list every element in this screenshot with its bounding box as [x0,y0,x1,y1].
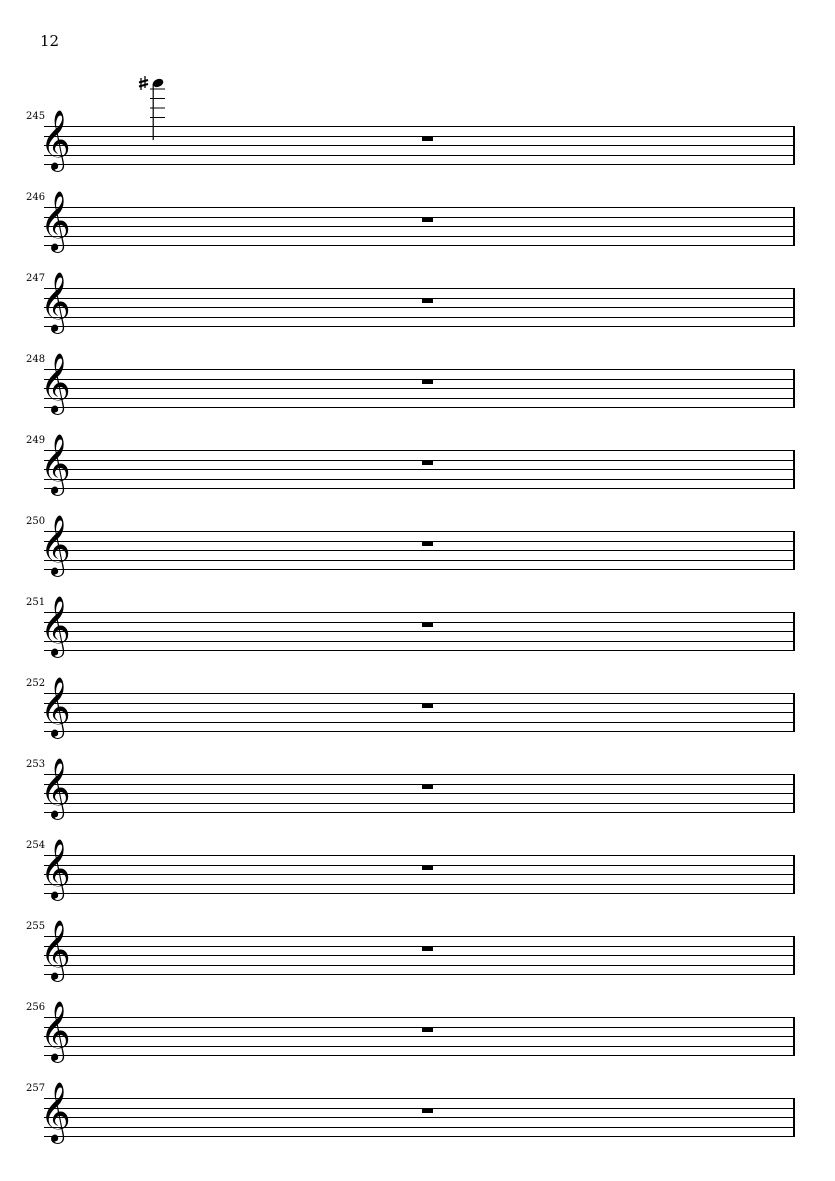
treble-clef-icon: 𝄞 [40,191,71,251]
treble-clef-icon: 𝄞 [40,920,71,980]
staff-line [44,145,795,146]
staff-line [44,207,795,208]
barline [793,936,795,975]
staff-line [44,369,795,370]
barline [793,612,795,651]
staff-line [44,288,795,289]
measure-number: 257 [26,1083,46,1094]
staff-line [44,955,795,956]
measure-number: 245 [26,111,46,122]
staff-line [44,236,795,237]
measure-number: 253 [26,759,46,770]
staff-line [44,1098,795,1099]
staff-line [44,488,795,489]
staff-line [44,379,795,380]
staff-system [0,1003,835,1084]
treble-clef-icon: 𝄞 [40,839,71,899]
staff-line [44,893,795,894]
staff-line [44,460,795,461]
staff-line [44,884,795,885]
staff-line [44,622,795,623]
staff-line [44,803,795,804]
measure-number: 249 [26,435,46,446]
staff-line [44,812,795,813]
staff-system [0,922,835,1003]
barline [793,1017,795,1056]
staff-line [44,326,795,327]
staff-line [44,531,795,532]
staff-line [44,712,795,713]
staff-line [44,650,795,651]
measure-number: 255 [26,921,46,932]
whole-rest-icon [422,217,433,222]
treble-clef-icon: 𝄞 [40,515,71,575]
barline [793,369,795,408]
whole-rest-icon [422,298,433,303]
barline [793,693,795,732]
staff-line [44,226,795,227]
staff-line [44,641,795,642]
measure-number: 252 [26,678,46,689]
barline [793,855,795,894]
barline [793,126,795,165]
staff-line [44,731,795,732]
staff-system [0,598,835,679]
staff-line [44,693,795,694]
staff-line [44,479,795,480]
staff-line [44,307,795,308]
staff-line [44,774,795,775]
staff-line [44,865,795,866]
page-number: 12 [40,32,60,50]
staff-system [0,274,835,355]
measure-number: 246 [26,192,46,203]
whole-rest-icon [422,622,433,627]
staff-line [44,874,795,875]
sharp-icon [139,76,148,90]
staff-line [44,398,795,399]
treble-clef-icon: 𝄞 [40,1082,71,1142]
treble-clef-icon: 𝄞 [40,596,71,656]
staff-system [0,517,835,598]
treble-clef-icon: 𝄞 [40,758,71,818]
barline [793,288,795,327]
treble-clef-icon: 𝄞 [40,110,71,170]
whole-rest-icon [422,784,433,789]
barline [793,1098,795,1137]
staff-line [44,631,795,632]
staff-line [44,164,795,165]
barline [793,774,795,813]
staff-line [44,1027,795,1028]
staff-line [44,560,795,561]
whole-rest-icon [422,703,433,708]
measure-number: 251 [26,597,46,608]
staff-line [44,1055,795,1056]
whole-rest-icon [422,136,433,141]
note-group [138,70,178,142]
whole-rest-icon [422,541,433,546]
staff-line [44,936,795,937]
staff-line [44,388,795,389]
staff-line [44,1036,795,1037]
staff-system [0,841,835,922]
staff-line [44,1108,795,1109]
staff-line [44,450,795,451]
staff-line [44,1127,795,1128]
treble-clef-icon: 𝄞 [40,353,71,413]
staff-line [44,155,795,156]
treble-clef-icon: 𝄞 [40,272,71,332]
staff-line [44,317,795,318]
staff-line [44,855,795,856]
staff-line [44,612,795,613]
staff-system [0,760,835,841]
whole-rest-icon [422,946,433,951]
staff-line [44,793,795,794]
staff-line [44,1136,795,1137]
staff-system [0,112,835,193]
staff-line [44,974,795,975]
staff-line [44,946,795,947]
staff-line [44,407,795,408]
measure-number: 248 [26,354,46,365]
staff-system [0,355,835,436]
whole-rest-icon [422,379,433,384]
staff-line [44,569,795,570]
treble-clef-icon: 𝄞 [40,1001,71,1061]
treble-clef-icon: 𝄞 [40,434,71,494]
staff-line [44,1117,795,1118]
staff-line [44,469,795,470]
whole-rest-icon [422,1108,433,1113]
staff-line [44,703,795,704]
barline [793,207,795,246]
staff-line [44,784,795,785]
measure-number: 256 [26,1002,46,1013]
staff-system [0,679,835,760]
staff-line [44,1046,795,1047]
staff-system [0,1084,835,1165]
staff-line [44,541,795,542]
staff-line [44,1017,795,1018]
measure-number: 254 [26,840,46,851]
barline [793,531,795,570]
whole-rest-icon [422,1027,433,1032]
staff-line [44,245,795,246]
barline [793,450,795,489]
staff-line [44,217,795,218]
whole-rest-icon [422,460,433,465]
staff-system [0,436,835,517]
staff-line [44,722,795,723]
whole-rest-icon [422,865,433,870]
measure-number: 247 [26,273,46,284]
measure-number: 250 [26,516,46,527]
staff-line [44,298,795,299]
treble-clef-icon: 𝄞 [40,677,71,737]
staff-system [0,193,835,274]
staff-line [44,965,795,966]
staff-line [44,550,795,551]
